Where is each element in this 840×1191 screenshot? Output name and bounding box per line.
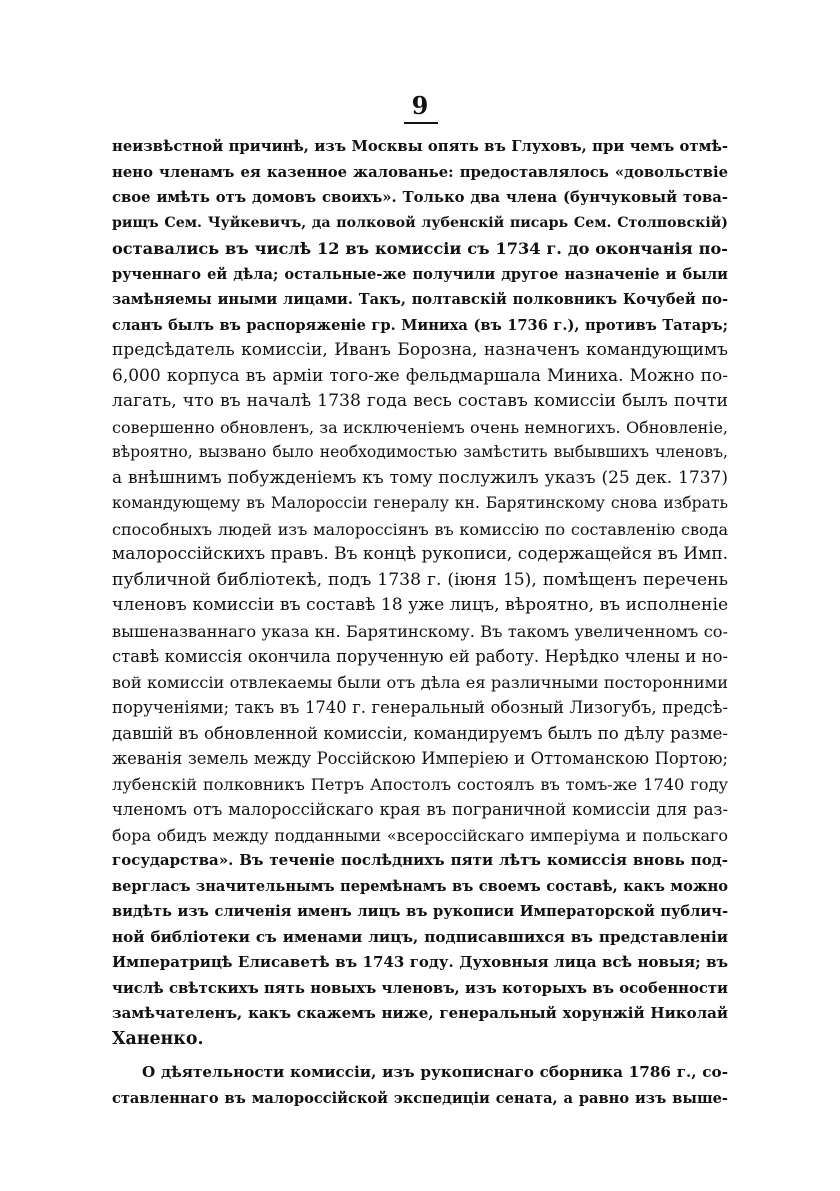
text-line: а внѣшнимъ побужденіемъ къ тому послужилъ указъ (25 дек. 1737) bbox=[112, 467, 728, 488]
page-number-rule bbox=[404, 122, 438, 124]
text-line: бора обидъ между подданными «всероссійскаго имперіума и польскаго bbox=[112, 825, 728, 845]
text-line: публичной библіотекѣ, подъ 1738 г. (іюня 15), помѣщенъ перечень bbox=[112, 569, 728, 590]
text-line: давшій въ обновленной комиссіи, командируемъ былъ по дѣлу разме- bbox=[112, 723, 728, 743]
text-line: замѣняемы иными лицами. Такъ, полтавскій полковникъ Кочубей по- bbox=[112, 291, 728, 308]
text-line: рищъ Сем. Чуйкевичъ, да полковой лубенскій писарь Сем. Столповскій) bbox=[112, 214, 728, 231]
text-line: О дѣятельности комиссіи, изъ рукописнаго сборника 1786 г., со- bbox=[142, 1063, 728, 1081]
text-line: рученнаго ей дѣла; остальные-же получили другое назначеніе и были bbox=[112, 265, 728, 283]
text-line: совершенно обновленъ, за исключеніемъ очень немногихъ. Обновленіе, bbox=[112, 417, 728, 437]
text-line: государства». Въ теченіе послѣднихъ пяти лѣтъ комиссія вновь под- bbox=[112, 851, 728, 869]
text-line: замѣчателенъ, какъ скажемъ ниже, генеральный хорунжій Николай bbox=[112, 1004, 728, 1022]
text-line: сланъ былъ въ распоряженіе гр. Миниха (въ 1736 г.), противъ Татаръ; bbox=[112, 316, 728, 334]
text-line: вѣроятно, вызвано было необходимостью замѣстить выбывшихъ членовъ, bbox=[112, 443, 728, 461]
text-line: Императрицѣ Елисаветѣ въ 1743 году. Духовныя лица всѣ новыя; въ bbox=[112, 953, 728, 971]
text-line: вергласъ значительнымъ перемѣнамъ въ своемъ составѣ, какъ можно bbox=[112, 877, 728, 895]
page-number: 9 bbox=[411, 91, 429, 120]
text-line: нено членамъ ея казенное жалованье: предоставлялось «довольствіе bbox=[112, 163, 728, 181]
body-text bbox=[112, 134, 728, 1111]
text-line: порученіями; такъ въ 1740 г. генеральный обозный Лизогубъ, предсѣ- bbox=[112, 698, 728, 717]
text-line: неизвѣстной причинѣ, изъ Москвы опять въ Глуховъ, при чемъ отмѣ- bbox=[112, 138, 728, 155]
text-line: вой комиссіи отвлекаемы были отъ дѣла ея различными посторонними bbox=[112, 672, 728, 692]
text-line: жеванія земель между Россійскою Имперіею и Оттоманскою Портою; bbox=[112, 749, 728, 768]
text-line: лагать, что въ началѣ 1738 года весь составъ комиссіи былъ почти bbox=[112, 391, 728, 411]
text-line: числѣ свѣтскихъ пять новыхъ членовъ, изъ которыхъ въ особенности bbox=[112, 979, 728, 997]
text-line: Ханенко. bbox=[112, 1028, 204, 1049]
text-line: свое имѣть отъ домовъ своихъ». Только два члена (бунчуковый това- bbox=[112, 189, 728, 206]
paragraph-1 bbox=[112, 134, 728, 1052]
text-line: малороссійскихъ правъ. Въ концѣ рукописи, содержащейся въ Имп. bbox=[112, 544, 728, 564]
text-line: ной библіотеки съ именами лицъ, подписавшихся въ представленіи bbox=[112, 927, 728, 946]
text-line: членомъ отъ малороссійскаго края въ пограничной комиссіи для раз- bbox=[112, 800, 728, 819]
text-line: предсѣдатель комиссіи, Иванъ Борозна, назначенъ командующимъ bbox=[112, 340, 728, 360]
text-line: вышеназваннаго указа кн. Барятинскому. Въ такомъ увеличенномъ со- bbox=[112, 621, 728, 641]
paragraph-2 bbox=[112, 1060, 728, 1111]
text-line: лубенскій полковникъ Петръ Апостолъ состоялъ въ томъ-же 1740 году bbox=[112, 774, 728, 794]
text-line: оставались въ числѣ 12 въ комиссіи съ 1734 г. до окончанія по- bbox=[112, 239, 728, 258]
text-line: командующему въ Малороссіи генералу кн. Барятинскому снова избрать bbox=[112, 494, 728, 512]
text-line: ставѣ комиссія окончила порученную ей работу. Нерѣдко члены и но- bbox=[112, 647, 728, 666]
text-line: членовъ комиссіи въ составѣ 18 уже лицъ, вѣроятно, въ исполненіе bbox=[112, 595, 728, 615]
text-line: 6,000 корпуса въ арміи того-же фельдмаршала Миниха. Можно по- bbox=[112, 365, 728, 386]
text-line: способныхъ людей изъ малороссіянъ въ комиссію по составленію свода bbox=[112, 519, 728, 539]
text-line: видѣть изъ сличенія именъ лицъ въ рукописи Императорской публич- bbox=[112, 903, 728, 920]
text-line: ставленнаго въ малороссійской экспедиціи сената, а равно изъ выше- bbox=[112, 1089, 728, 1107]
